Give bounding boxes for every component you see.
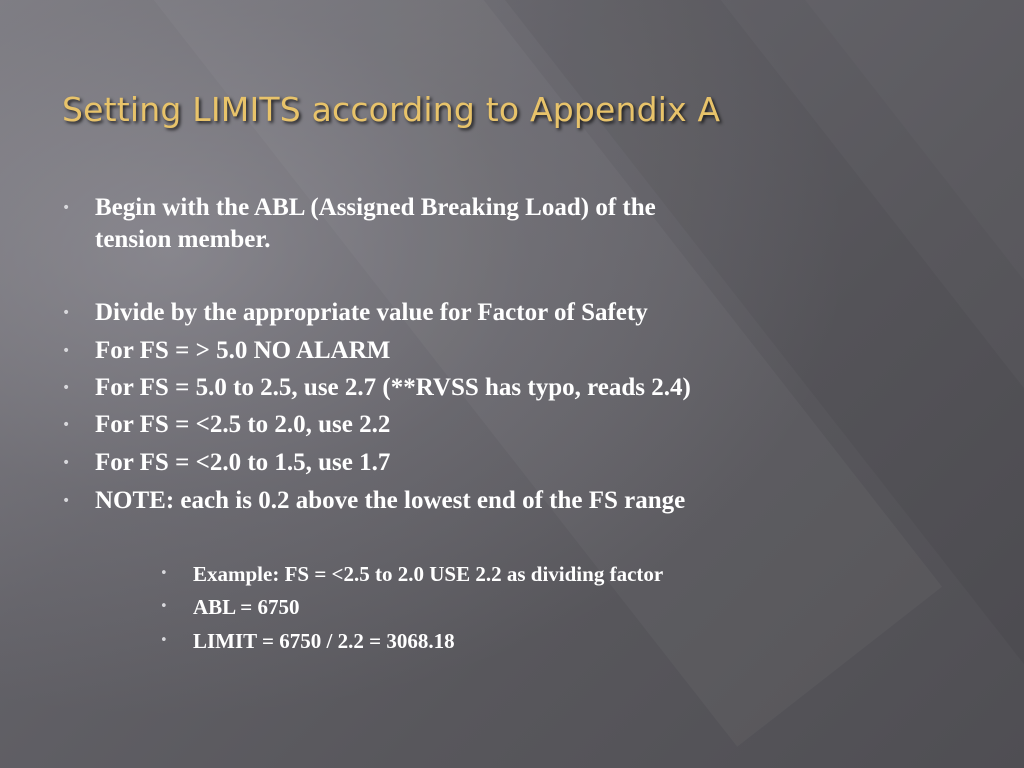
sub-list-item xyxy=(160,593,300,621)
bullet-icon: • xyxy=(62,343,71,359)
list-item-text: Divide by the appropriate value for Factor of Safety xyxy=(95,299,648,326)
list-item xyxy=(62,297,648,329)
list-item-text: For FS = 5.0 to 2.5, use 2.7 (**RVSS has typo, reads 2.4) xyxy=(95,374,691,401)
list-item xyxy=(62,409,391,441)
list-item-text: NOTE: each is 0.2 above the lowest end of the FS range xyxy=(95,487,686,514)
list-item xyxy=(62,485,686,517)
sub-list-item-text: Example: FS = <2.5 to 2.0 USE 2.2 as dividing factor xyxy=(193,562,664,586)
bullet-icon: • xyxy=(62,380,71,396)
sub-list-item xyxy=(160,627,455,655)
sub-list-item-text: ABL = 6750 xyxy=(193,595,300,619)
list-item xyxy=(62,192,656,256)
sub-list-item xyxy=(160,560,664,588)
bullet-icon: • xyxy=(62,417,71,433)
list-item xyxy=(62,335,391,367)
bullet-icon: • xyxy=(62,305,71,321)
list-item-text: For FS = > 5.0 NO ALARM xyxy=(95,337,391,364)
list-item-text: For FS = <2.5 to 2.0, use 2.2 xyxy=(95,411,391,438)
bullet-icon: • xyxy=(62,455,71,471)
bullet-icon: • xyxy=(160,599,168,614)
bullet-icon: • xyxy=(62,493,71,509)
slide-title: Setting LIMITS according to Appendix A xyxy=(62,90,721,129)
sub-list-item-text: LIMIT = 6750 / 2.2 = 3068.18 xyxy=(193,629,455,653)
bullet-icon: • xyxy=(160,566,168,581)
list-item-text: Begin with the ABL (Assigned Breaking Load) of the xyxy=(95,194,656,221)
list-item xyxy=(62,447,391,479)
list-item-text: For FS = <2.0 to 1.5, use 1.7 xyxy=(95,449,391,476)
bullet-icon: • xyxy=(62,200,71,216)
bullet-icon: • xyxy=(160,633,168,648)
list-item xyxy=(62,372,691,404)
list-item-text-continued: tension member. xyxy=(95,226,271,253)
